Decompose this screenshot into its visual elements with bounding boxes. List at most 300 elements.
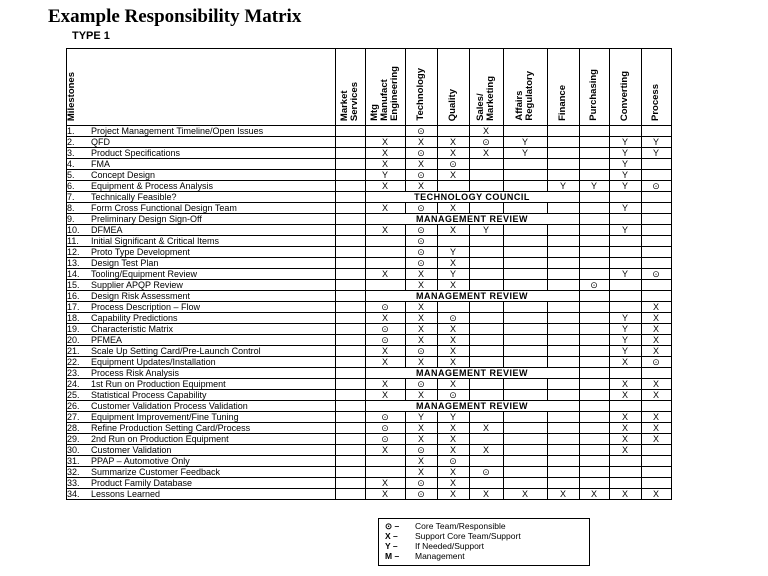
matrix-cell — [547, 137, 579, 148]
matrix-cell: X — [641, 390, 671, 401]
milestone-label: Summarize Customer Feedback — [91, 467, 335, 478]
legend-entry: X – Support Core Team/Support — [385, 531, 521, 541]
matrix-cell — [469, 247, 503, 258]
matrix-cell — [335, 170, 365, 181]
milestone-label: Design Risk Assessment — [91, 291, 335, 302]
matrix-cell: X — [469, 126, 503, 137]
matrix-cell — [547, 357, 579, 368]
matrix-cell: Y — [609, 346, 641, 357]
matrix-cell: X — [437, 357, 469, 368]
matrix-cell: X — [365, 181, 405, 192]
matrix-cell — [641, 159, 671, 170]
legend — [378, 518, 590, 566]
matrix-cell — [469, 181, 503, 192]
matrix-cell — [579, 456, 609, 467]
milestone-number: 30. — [67, 445, 92, 456]
milestone-number: 14. — [67, 269, 92, 280]
milestone-number: 33. — [67, 478, 92, 489]
matrix-cell: X — [609, 412, 641, 423]
matrix-cell — [641, 401, 671, 412]
table-row — [67, 478, 672, 489]
table-row — [67, 489, 672, 500]
milestone-number: 27. — [67, 412, 92, 423]
matrix-cell — [365, 467, 405, 478]
matrix-cell: X — [609, 390, 641, 401]
matrix-cell — [335, 357, 365, 368]
matrix-cell: Y — [641, 137, 671, 148]
matrix-cell: X — [365, 159, 405, 170]
milestone-label: PFMEA — [91, 335, 335, 346]
matrix-cell: X — [609, 489, 641, 500]
matrix-cell — [547, 203, 579, 214]
matrix-cell: X — [405, 313, 437, 324]
matrix-cell: ⊙ — [405, 170, 437, 181]
matrix-cell — [503, 467, 547, 478]
matrix-cell — [547, 170, 579, 181]
milestone-number: 28. — [67, 423, 92, 434]
matrix-cell — [579, 126, 609, 137]
matrix-cell: Y — [609, 181, 641, 192]
matrix-cell — [641, 445, 671, 456]
matrix-cell: X — [609, 445, 641, 456]
matrix-cell: ⊙ — [405, 203, 437, 214]
matrix-cell: ⊙ — [405, 148, 437, 159]
milestone-number: 32. — [67, 467, 92, 478]
matrix-cell: X — [437, 379, 469, 390]
matrix-cell: ⊙ — [469, 137, 503, 148]
matrix-cell — [469, 478, 503, 489]
matrix-cell: X — [405, 302, 437, 313]
matrix-cell: ⊙ — [365, 302, 405, 313]
review-gate-label: MANAGEMENT REVIEW — [365, 291, 579, 302]
matrix-cell: X — [641, 346, 671, 357]
column-header: Quality — [437, 49, 469, 126]
matrix-cell: X — [365, 357, 405, 368]
milestone-label: Initial Significant & Critical Items — [91, 236, 335, 247]
milestone-label: Customer Validation Process Validation — [91, 401, 335, 412]
matrix-cell: ⊙ — [641, 269, 671, 280]
matrix-cell — [469, 412, 503, 423]
matrix-cell — [579, 269, 609, 280]
matrix-cell — [335, 148, 365, 159]
milestone-number: 21. — [67, 346, 92, 357]
matrix-cell: ⊙ — [579, 280, 609, 291]
matrix-cell — [579, 357, 609, 368]
milestone-label: Product Family Database — [91, 478, 335, 489]
table-row — [67, 280, 672, 291]
matrix-cell: X — [469, 148, 503, 159]
review-gate-label: MANAGEMENT REVIEW — [365, 401, 579, 412]
matrix-cell: Y — [609, 269, 641, 280]
milestone-number: 18. — [67, 313, 92, 324]
matrix-cell: X — [437, 478, 469, 489]
milestone-label: Supplier APQP Review — [91, 280, 335, 291]
matrix-cell: X — [641, 302, 671, 313]
matrix-cell — [547, 313, 579, 324]
matrix-cell: X — [405, 434, 437, 445]
matrix-cell: Y — [641, 148, 671, 159]
table-row — [67, 181, 672, 192]
matrix-cell: X — [641, 412, 671, 423]
milestone-label: 1st Run on Production Equipment — [91, 379, 335, 390]
matrix-cell — [547, 423, 579, 434]
matrix-cell — [335, 445, 365, 456]
matrix-cell — [641, 192, 671, 203]
matrix-cell — [547, 159, 579, 170]
matrix-cell — [641, 203, 671, 214]
matrix-cell: Y — [609, 324, 641, 335]
matrix-cell — [365, 247, 405, 258]
table-row — [67, 423, 672, 434]
matrix-cell: ⊙ — [405, 489, 437, 500]
table-row — [67, 236, 672, 247]
matrix-cell — [503, 126, 547, 137]
matrix-cell — [579, 379, 609, 390]
matrix-cell — [503, 247, 547, 258]
matrix-cell: X — [405, 137, 437, 148]
milestone-number: 8. — [67, 203, 92, 214]
table-row — [67, 313, 672, 324]
milestone-label: Process Risk Analysis — [91, 368, 335, 379]
table-row — [67, 335, 672, 346]
matrix-cell — [609, 456, 641, 467]
matrix-cell — [641, 126, 671, 137]
matrix-cell — [437, 126, 469, 137]
matrix-cell — [503, 302, 547, 313]
column-header: Process — [641, 49, 671, 126]
table-row — [67, 357, 672, 368]
matrix-cell — [503, 170, 547, 181]
table-row — [67, 302, 672, 313]
milestone-number: 4. — [67, 159, 92, 170]
matrix-cell: X — [437, 324, 469, 335]
milestone-label: Design Test Plan — [91, 258, 335, 269]
matrix-cell: X — [365, 346, 405, 357]
matrix-cell: Y — [609, 335, 641, 346]
matrix-cell — [365, 280, 405, 291]
matrix-cell — [579, 313, 609, 324]
matrix-cell — [335, 236, 365, 247]
table-row — [67, 467, 672, 478]
matrix-cell: X — [405, 467, 437, 478]
matrix-cell — [579, 302, 609, 313]
milestone-number: 9. — [67, 214, 92, 225]
matrix-cell — [609, 291, 641, 302]
matrix-cell: X — [405, 159, 437, 170]
matrix-cell — [547, 280, 579, 291]
matrix-cell: Y — [503, 137, 547, 148]
matrix-cell — [641, 170, 671, 181]
matrix-cell — [469, 170, 503, 181]
review-gate-label: TECHNOLOGY COUNCIL — [365, 192, 579, 203]
milestone-number: 24. — [67, 379, 92, 390]
matrix-cell: X — [641, 423, 671, 434]
matrix-cell: X — [437, 346, 469, 357]
matrix-cell: Y — [609, 170, 641, 181]
column-header: Finance — [547, 49, 579, 126]
matrix-cell: Y — [365, 170, 405, 181]
table-row — [67, 159, 672, 170]
matrix-cell: X — [405, 335, 437, 346]
matrix-cell — [469, 346, 503, 357]
milestone-number: 26. — [67, 401, 92, 412]
milestone-label: QFD — [91, 137, 335, 148]
matrix-cell — [469, 159, 503, 170]
matrix-cell — [547, 390, 579, 401]
matrix-cell — [609, 214, 641, 225]
matrix-cell — [609, 478, 641, 489]
matrix-cell: Y — [609, 313, 641, 324]
matrix-cell: X — [437, 170, 469, 181]
matrix-cell — [609, 302, 641, 313]
matrix-cell: X — [437, 280, 469, 291]
matrix-cell — [609, 126, 641, 137]
matrix-cell — [641, 214, 671, 225]
matrix-cell — [579, 445, 609, 456]
matrix-cell: X — [609, 423, 641, 434]
matrix-cell: Y — [547, 181, 579, 192]
matrix-cell: X — [437, 258, 469, 269]
matrix-cell — [579, 192, 609, 203]
matrix-cell — [609, 368, 641, 379]
table-row — [67, 434, 672, 445]
matrix-cell — [547, 478, 579, 489]
matrix-cell — [503, 236, 547, 247]
legend-entry: ⊙ – Core Team/Responsible — [385, 521, 506, 531]
milestone-label: Form Cross Functional Design Team — [91, 203, 335, 214]
matrix-cell: Y — [579, 181, 609, 192]
matrix-cell — [547, 335, 579, 346]
matrix-cell: X — [365, 379, 405, 390]
table-row — [67, 269, 672, 280]
matrix-cell — [503, 346, 547, 357]
matrix-cell — [335, 247, 365, 258]
matrix-cell — [579, 368, 609, 379]
milestone-label: DFMEA — [91, 225, 335, 236]
matrix-cell: X — [641, 335, 671, 346]
matrix-cell — [547, 258, 579, 269]
milestone-number: 31. — [67, 456, 92, 467]
column-header: Mtg Manufact Engineering — [365, 49, 405, 126]
milestone-label: 2nd Run on Production Equipment — [91, 434, 335, 445]
matrix-cell — [503, 456, 547, 467]
milestone-number: 15. — [67, 280, 92, 291]
matrix-cell — [579, 412, 609, 423]
matrix-cell — [335, 379, 365, 390]
matrix-cell — [547, 269, 579, 280]
milestone-label: Project Management Timeline/Open Issues — [91, 126, 335, 137]
matrix-cell — [503, 379, 547, 390]
milestone-label: Lessons Learned — [91, 489, 335, 500]
matrix-cell — [641, 368, 671, 379]
matrix-cell — [469, 357, 503, 368]
matrix-cell: Y — [609, 225, 641, 236]
matrix-cell — [579, 258, 609, 269]
milestone-label: Statistical Process Capability — [91, 390, 335, 401]
matrix-cell: ⊙ — [365, 434, 405, 445]
matrix-cell — [641, 280, 671, 291]
matrix-cell: X — [437, 225, 469, 236]
matrix-cell — [609, 258, 641, 269]
matrix-cell — [335, 478, 365, 489]
matrix-cell: Y — [609, 137, 641, 148]
milestone-label: Customer Validation — [91, 445, 335, 456]
matrix-cell: ⊙ — [437, 456, 469, 467]
matrix-cell: ⊙ — [437, 313, 469, 324]
milestone-label: Equipment Updates/Installation — [91, 357, 335, 368]
matrix-cell: ⊙ — [405, 236, 437, 247]
matrix-cell — [469, 269, 503, 280]
matrix-cell — [469, 434, 503, 445]
matrix-cell: Y — [609, 203, 641, 214]
matrix-cell — [547, 324, 579, 335]
matrix-cell: X — [365, 203, 405, 214]
matrix-cell — [579, 203, 609, 214]
matrix-cell: X — [437, 335, 469, 346]
matrix-cell: Y — [437, 247, 469, 258]
matrix-cell — [503, 225, 547, 236]
matrix-cell: X — [641, 324, 671, 335]
milestone-number: 3. — [67, 148, 92, 159]
matrix-cell — [579, 148, 609, 159]
milestone-label: PPAP – Automotive Only — [91, 456, 335, 467]
matrix-cell — [547, 412, 579, 423]
matrix-cell — [437, 236, 469, 247]
matrix-cell — [503, 357, 547, 368]
matrix-cell — [503, 313, 547, 324]
matrix-cell: Y — [503, 148, 547, 159]
page-title: Example Responsibility Matrix — [48, 6, 302, 27]
matrix-cell — [579, 467, 609, 478]
matrix-cell: X — [405, 456, 437, 467]
matrix-cell — [579, 423, 609, 434]
matrix-cell: X — [437, 423, 469, 434]
milestone-number: 12. — [67, 247, 92, 258]
matrix-cell — [335, 280, 365, 291]
matrix-cell — [365, 258, 405, 269]
matrix-cell — [503, 335, 547, 346]
matrix-cell: ⊙ — [405, 445, 437, 456]
matrix-cell: X — [641, 489, 671, 500]
milestone-label: Preliminary Design Sign-Off — [91, 214, 335, 225]
matrix-cell: ⊙ — [437, 390, 469, 401]
matrix-cell: Y — [437, 269, 469, 280]
matrix-cell — [641, 478, 671, 489]
matrix-cell — [335, 203, 365, 214]
matrix-cell — [335, 434, 365, 445]
matrix-cell: X — [405, 423, 437, 434]
matrix-cell — [547, 247, 579, 258]
matrix-cell — [365, 456, 405, 467]
matrix-cell — [641, 456, 671, 467]
column-header-milestones: Milestones — [67, 49, 336, 126]
matrix-cell: ⊙ — [405, 247, 437, 258]
matrix-cell: Y — [469, 225, 503, 236]
matrix-cell — [641, 247, 671, 258]
table-row — [67, 192, 672, 203]
table-row — [67, 247, 672, 258]
milestone-label: Concept Design — [91, 170, 335, 181]
matrix-cell — [335, 467, 365, 478]
matrix-cell — [547, 467, 579, 478]
column-header: Market Services — [335, 49, 365, 126]
matrix-cell: Y — [609, 148, 641, 159]
matrix-cell — [503, 203, 547, 214]
milestone-label: Proto Type Development — [91, 247, 335, 258]
matrix-cell — [579, 159, 609, 170]
matrix-cell — [547, 346, 579, 357]
matrix-cell — [641, 236, 671, 247]
milestone-number: 29. — [67, 434, 92, 445]
matrix-cell — [469, 324, 503, 335]
matrix-cell — [609, 467, 641, 478]
legend-entry: Y – If Needed/Support — [385, 541, 484, 551]
matrix-cell: ⊙ — [469, 467, 503, 478]
milestone-label: Equipment Improvement/Fine Tuning — [91, 412, 335, 423]
matrix-cell — [335, 291, 365, 302]
matrix-cell: X — [641, 379, 671, 390]
milestone-number: 13. — [67, 258, 92, 269]
milestone-number: 25. — [67, 390, 92, 401]
table-row — [67, 126, 672, 137]
matrix-cell — [437, 302, 469, 313]
matrix-cell — [335, 302, 365, 313]
matrix-cell: X — [437, 148, 469, 159]
matrix-cell — [503, 159, 547, 170]
review-gate-label: MANAGEMENT REVIEW — [365, 214, 579, 225]
matrix-cell: X — [503, 489, 547, 500]
milestone-label: Tooling/Equipment Review — [91, 269, 335, 280]
matrix-cell: ⊙ — [405, 346, 437, 357]
matrix-cell — [641, 225, 671, 236]
matrix-cell — [469, 335, 503, 346]
matrix-cell — [547, 434, 579, 445]
matrix-cell: X — [469, 445, 503, 456]
matrix-cell — [503, 412, 547, 423]
matrix-cell: ⊙ — [641, 181, 671, 192]
column-header: Technology — [405, 49, 437, 126]
matrix-cell: X — [365, 445, 405, 456]
matrix-cell — [335, 192, 365, 203]
matrix-cell — [335, 313, 365, 324]
milestone-number: 16. — [67, 291, 92, 302]
matrix-cell — [335, 456, 365, 467]
table-row — [67, 445, 672, 456]
matrix-cell: ⊙ — [405, 258, 437, 269]
matrix-cell — [579, 214, 609, 225]
matrix-cell — [469, 456, 503, 467]
matrix-cell — [469, 236, 503, 247]
milestone-number: 1. — [67, 126, 92, 137]
matrix-cell — [547, 126, 579, 137]
table-row — [67, 456, 672, 467]
matrix-cell — [335, 489, 365, 500]
column-header: Sales/ Marketing — [469, 49, 503, 126]
matrix-cell — [365, 236, 405, 247]
matrix-cell — [335, 214, 365, 225]
matrix-cell — [579, 291, 609, 302]
matrix-cell — [641, 467, 671, 478]
milestone-label: Scale Up Setting Card/Pre-Launch Control — [91, 346, 335, 357]
matrix-cell — [579, 170, 609, 181]
milestone-number: 22. — [67, 357, 92, 368]
matrix-cell: X — [641, 313, 671, 324]
matrix-cell — [579, 434, 609, 445]
matrix-body — [67, 126, 672, 500]
matrix-cell: X — [437, 489, 469, 500]
matrix-cell: X — [609, 379, 641, 390]
matrix-cell: Y — [437, 412, 469, 423]
